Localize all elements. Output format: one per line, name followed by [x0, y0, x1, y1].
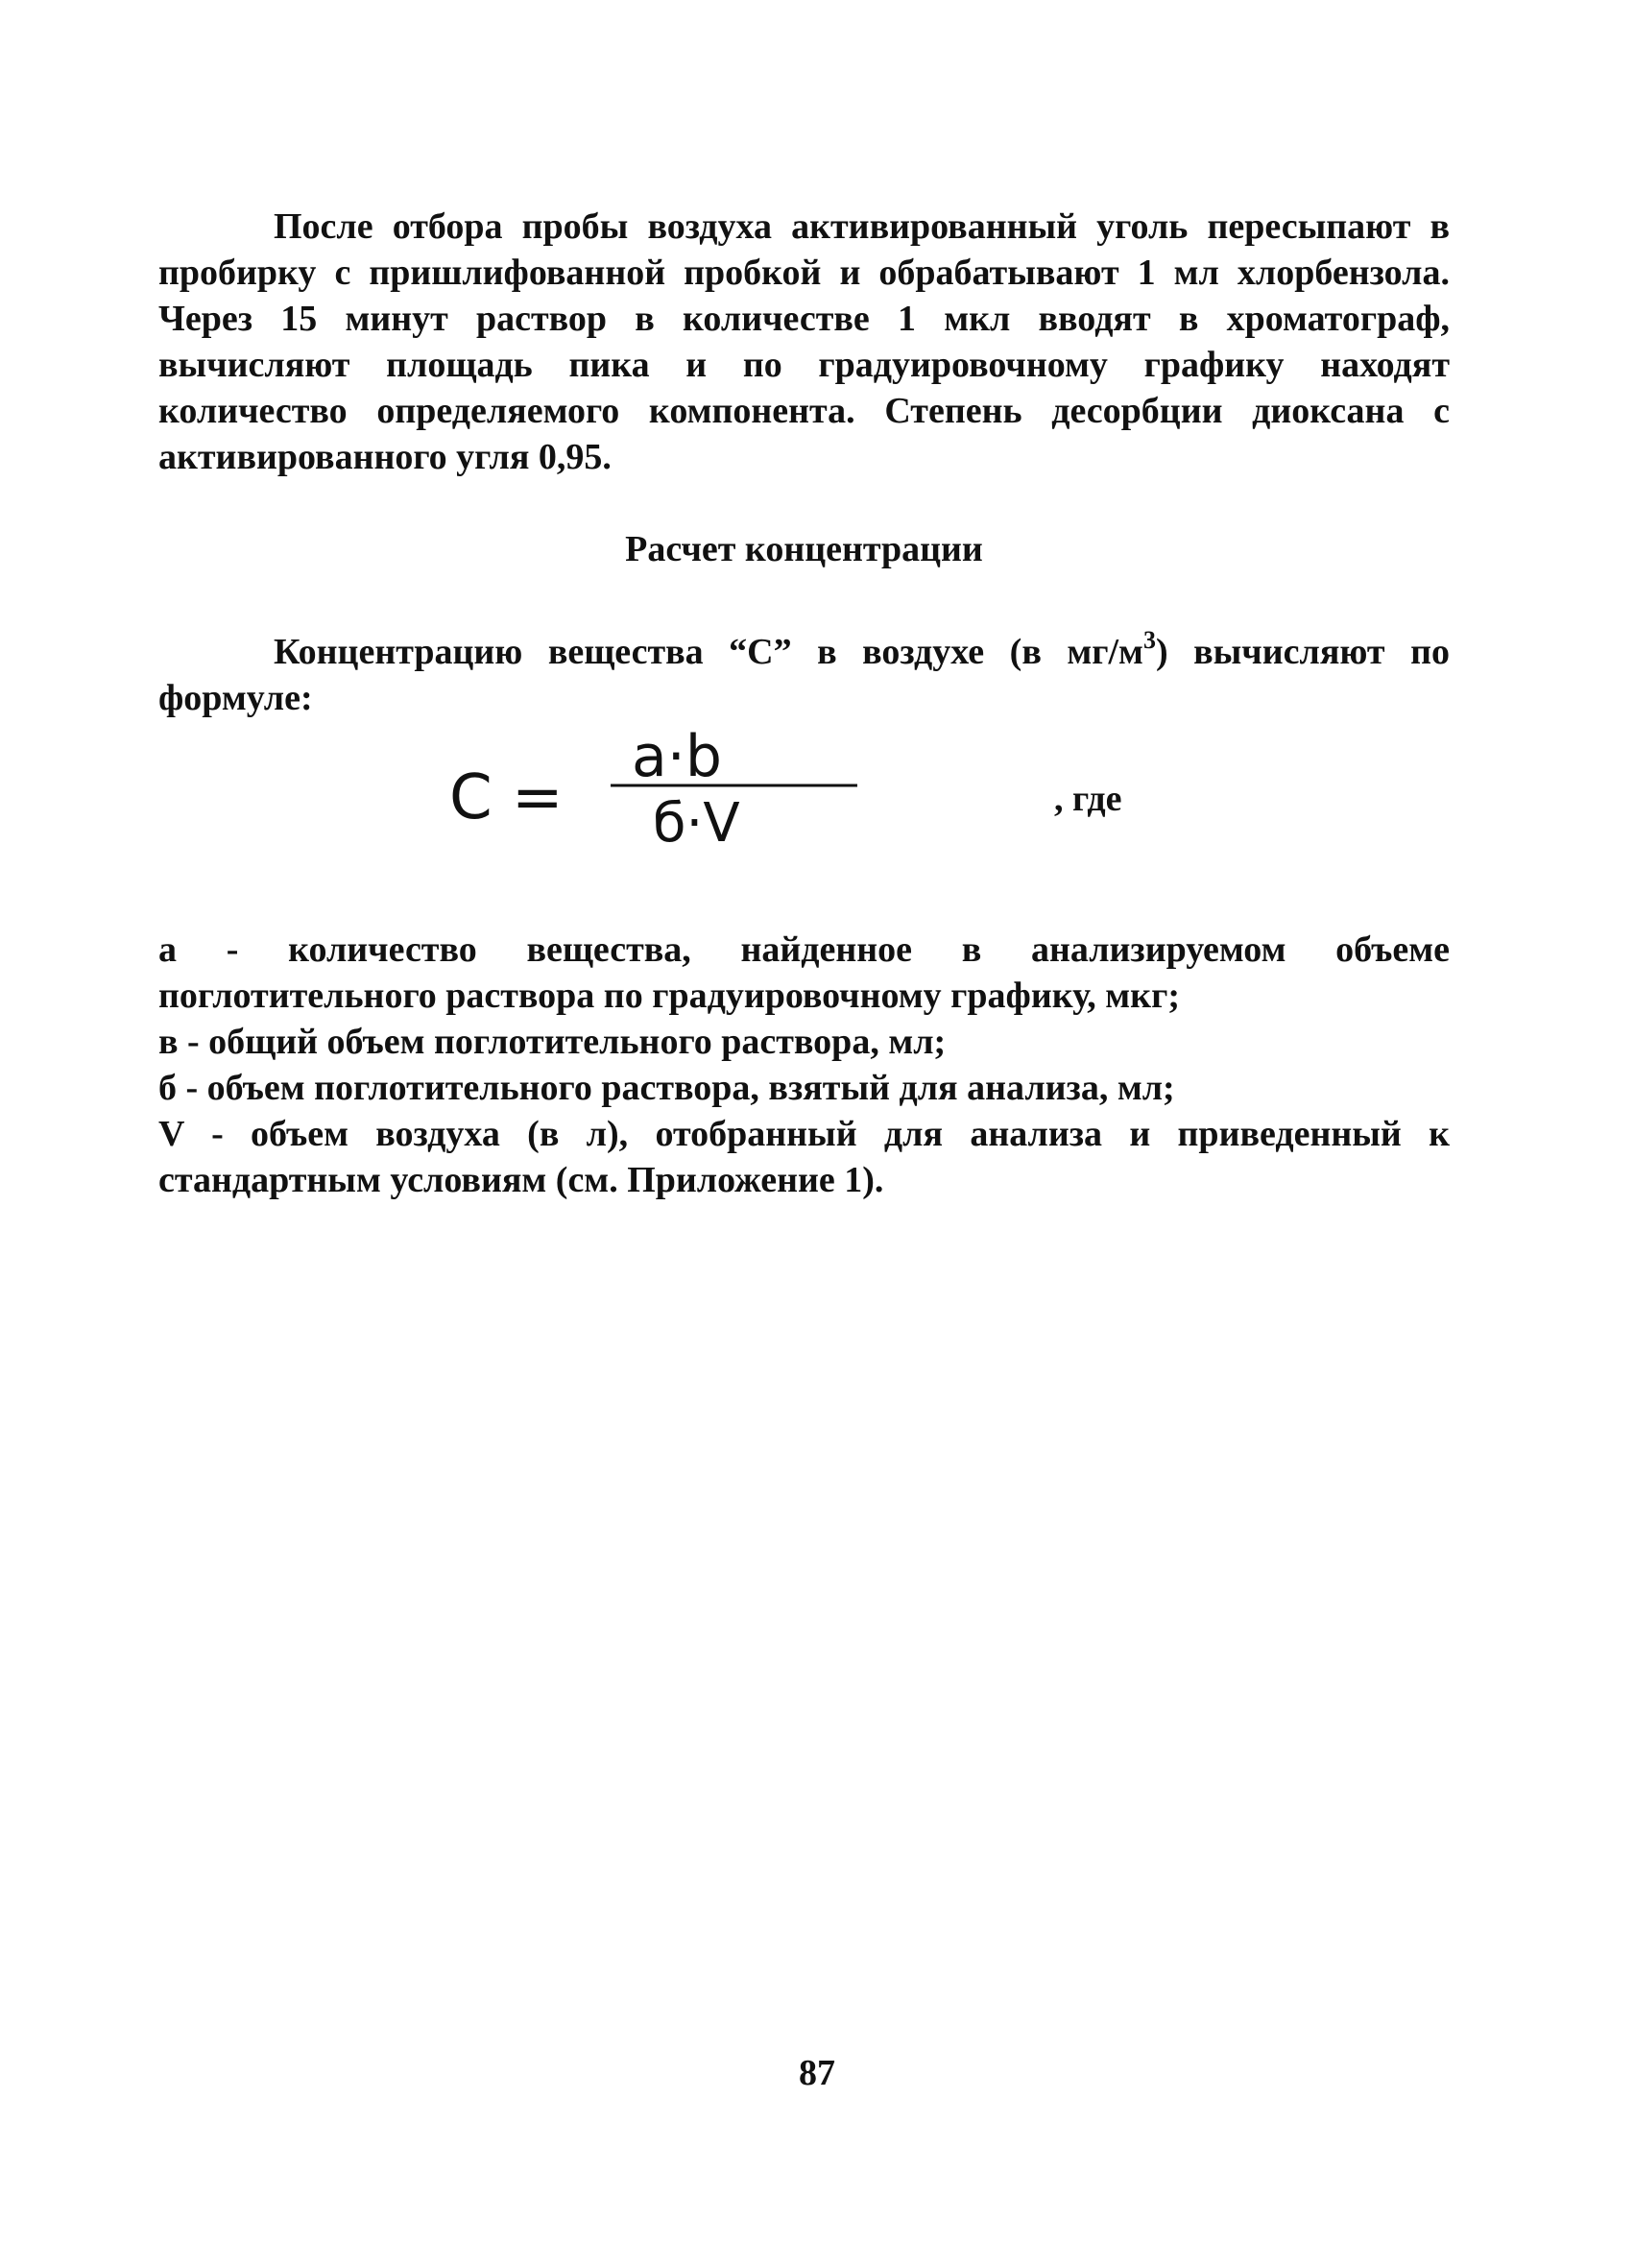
intro-text-end: ) вычисляют по формуле: [158, 632, 1450, 718]
definition-a: а - количество вещества, найденное в анализируемом объеме поглотительного раствора по градуировочному графику, мкг; [158, 929, 1450, 1016]
unit-exponent: 3 [1142, 626, 1156, 654]
formula-lhs-text: C = [449, 762, 564, 833]
formula-numerator: a·b [632, 723, 722, 790]
page-number: 87 [799, 2053, 835, 2093]
definition-v-total: в - общий объем поглотительного раствора, мл; [158, 1022, 947, 1062]
section-heading: Расчет концентрации [625, 529, 983, 569]
definition-b-sample: б - объем поглотительного раствора, взятый для анализа, мл; [158, 1068, 1175, 1108]
definition-air-volume: V - объем воздуха (в л), отобранный для анализа и приведенный к стандартным условиям (см. Приложение 1). [158, 1114, 1450, 1200]
formula-denominator: б·V [653, 792, 740, 855]
paragraph-concentration-intro [158, 626, 1450, 721]
definitions-list [158, 927, 1450, 1203]
formula-where-label: , где [1054, 779, 1122, 819]
paragraph-sampling-procedure: После отбора пробы воздуха активированный уголь пересыпают в пробирку с пришлифованной пробкой и обрабатывают 1 мл хлорбензола. Через 15 минут раствор в количестве 1 мкл вводят в хроматограф, вычисляют площадь пика и по градуировочному графику находят количество определяемого компонента. Степень десорбции диоксана с активированного угля 0,95. [158, 206, 1450, 477]
intro-text-start: Концентрацию вещества “С” в воздухе (в мг/м [274, 632, 1143, 672]
formula-lhs [449, 762, 564, 833]
